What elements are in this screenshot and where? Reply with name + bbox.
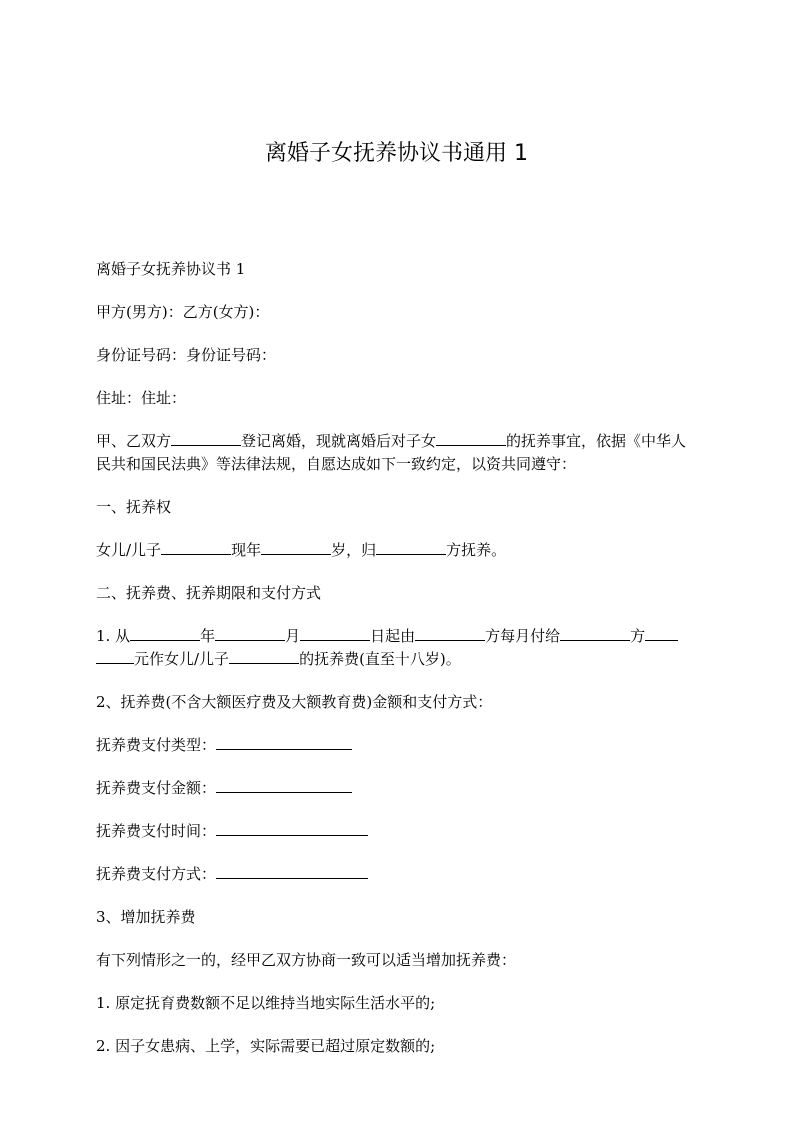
pay-text-h: 的抚养费(直至十八岁)。	[299, 650, 461, 668]
pay-time-line	[96, 820, 698, 843]
pay-text-g: 元作女儿/儿子	[134, 650, 230, 668]
blank-field	[96, 648, 134, 664]
intro-text-a: 甲、乙双方	[96, 432, 172, 450]
pay-text-b: 年	[200, 627, 216, 645]
increase-condition-1: 1. 原定抚育费数额不足以维持当地实际生活水平的;	[96, 994, 436, 1012]
pay-type-line	[96, 734, 698, 757]
pay-amount-label: 抚养费支付金额：	[96, 779, 217, 797]
blank-field	[216, 863, 368, 879]
blank-field	[376, 539, 446, 555]
document-body	[96, 258, 698, 1078]
blank-field	[216, 820, 368, 836]
address-line: 住址：住址：	[96, 389, 187, 407]
payment-clause	[96, 625, 698, 671]
increase-condition-2: 2. 因子女患病、上学，实际需要已超过原定数额的;	[96, 1037, 436, 1055]
pay-amount-line	[96, 777, 698, 800]
pay-time-label: 抚养费支付时间：	[96, 822, 217, 840]
custody-text-c: 岁，归	[331, 541, 377, 559]
intro-paragraph	[96, 430, 698, 476]
pay-text-e: 方每月付给	[485, 627, 561, 645]
blank-field	[161, 539, 231, 555]
pay-type-label: 抚养费支付类型：	[96, 736, 217, 754]
blank-field	[300, 625, 370, 641]
blank-field	[229, 648, 299, 664]
blank-field	[415, 625, 485, 641]
blank-field	[171, 430, 241, 446]
pay-text-a: 1. 从	[96, 627, 131, 645]
custody-text-b: 现年	[231, 541, 262, 559]
document-title: 离婚子女抚养协议书通用 1	[265, 141, 528, 166]
id-number-line: 身份证号码：身份证号码：	[96, 346, 277, 364]
blank-field	[560, 625, 630, 641]
blank-field	[215, 625, 285, 641]
blank-field	[130, 625, 200, 641]
pay-method-label: 抚养费支付方式：	[96, 865, 217, 883]
intro-text-b: 登记离婚，现就离婚后对子女	[241, 432, 437, 450]
blank-field	[216, 734, 352, 750]
pay-text-f: 方	[630, 627, 646, 645]
section-custody-heading: 一、抚养权	[96, 498, 172, 516]
blank-field	[645, 625, 678, 641]
pay-text-d: 日起由	[370, 627, 416, 645]
custody-line	[96, 539, 698, 562]
custody-text-a: 女儿/儿子	[96, 541, 162, 559]
agreement-heading: 离婚子女抚养协议书 1	[96, 260, 246, 278]
blank-field	[261, 539, 331, 555]
blank-field	[216, 777, 352, 793]
pay-text-c: 月	[285, 627, 301, 645]
increase-intro: 有下列情形之一的，经甲乙双方协商一致可以适当增加抚养费：	[96, 951, 517, 969]
intro-text-c: 的抚养事宜，依据《中华人民共和国民法典》等法律法规，自愿达成如下一致约定，以资共同遵守：	[96, 432, 687, 473]
blank-field	[436, 430, 506, 446]
pay-method-line	[96, 863, 698, 886]
item-2-heading: 2、抚养费(不含大额医疗费及大额教育费)金额和支付方式：	[96, 693, 493, 711]
custody-text-d: 方抚养。	[446, 541, 507, 559]
item-3-heading: 3、增加抚养费	[96, 908, 196, 926]
section-payment-heading: 二、抚养费、抚养期限和支付方式	[96, 584, 322, 602]
parties-line: 甲方(男方)：乙方(女方)：	[96, 303, 270, 321]
